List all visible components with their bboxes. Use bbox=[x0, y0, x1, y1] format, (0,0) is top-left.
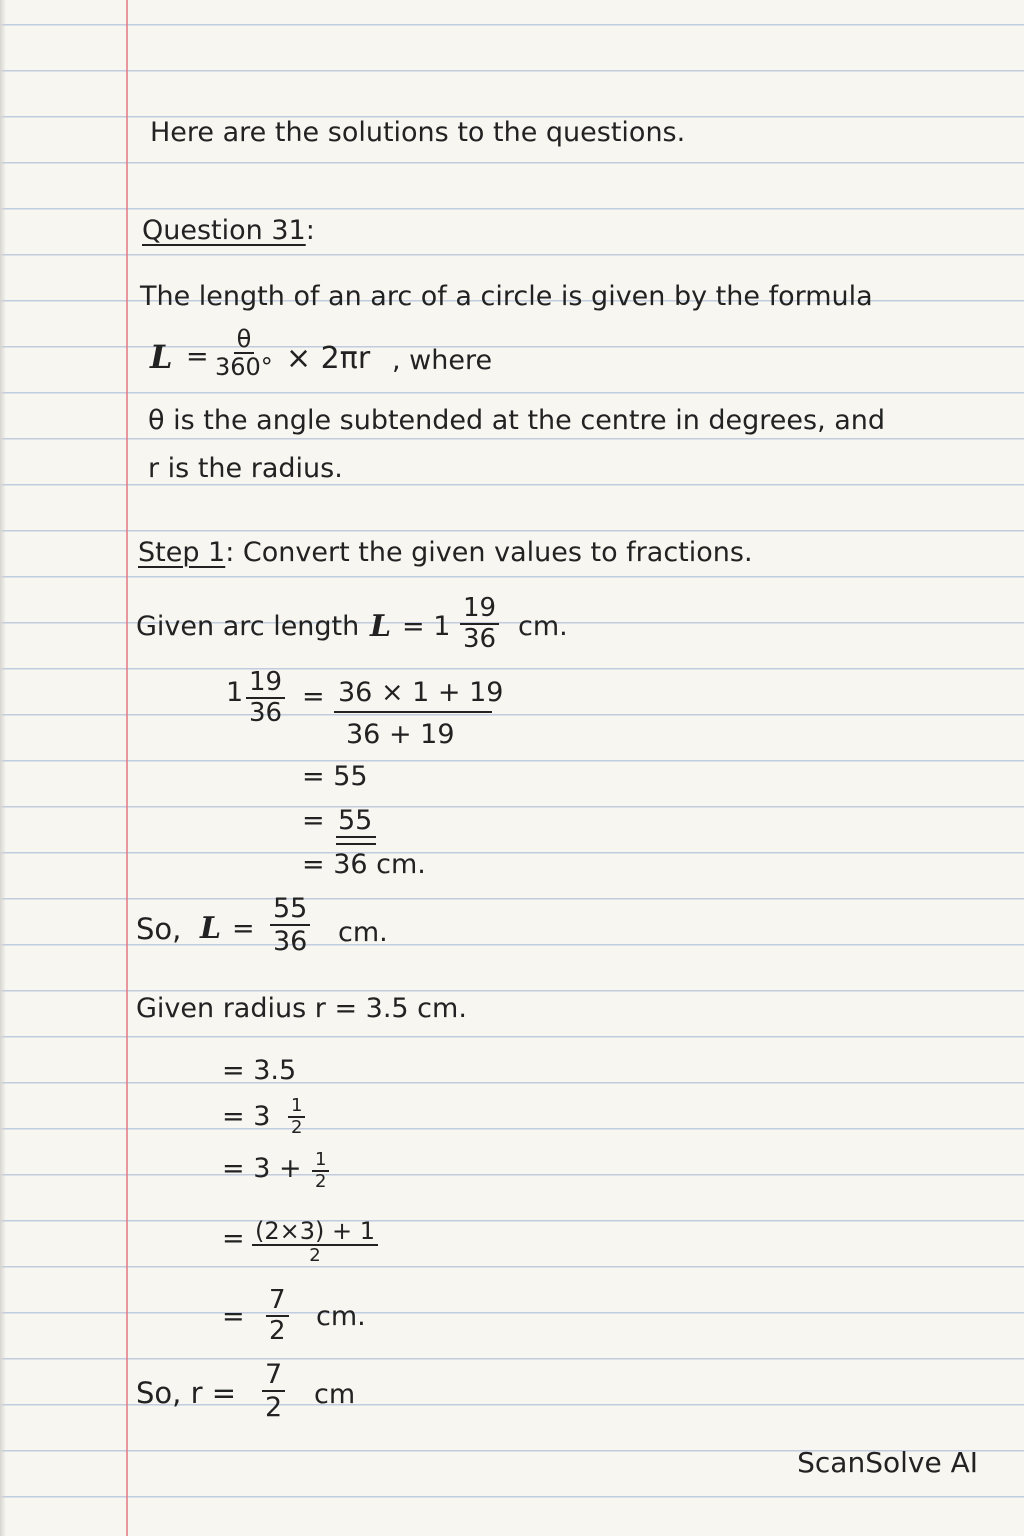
question-heading-colon: : bbox=[305, 215, 315, 246]
question-heading-label: Question 31 bbox=[142, 215, 306, 246]
step1-label: Step 1 bbox=[138, 537, 226, 568]
formula-fraction bbox=[212, 326, 276, 382]
so-r-den: 2 bbox=[265, 1391, 283, 1423]
mixed-eq: = bbox=[302, 681, 325, 712]
mixed-line3-double-underline bbox=[336, 836, 376, 845]
radius-line2-num: 1 bbox=[288, 1096, 305, 1118]
margin-line bbox=[126, 0, 128, 1536]
step1-text: : Convert the given values to fractions. bbox=[225, 537, 753, 568]
radius-line3-fraction bbox=[312, 1150, 329, 1192]
radius-line3-num: 1 bbox=[312, 1150, 329, 1172]
mixed-line4: = 36 cm. bbox=[302, 849, 426, 880]
given-arc-eq: = 1 bbox=[402, 611, 451, 642]
given-arc-fraction bbox=[460, 594, 499, 654]
radius-line5-unit: cm. bbox=[316, 1301, 366, 1332]
mixed-line2: = 55 bbox=[302, 761, 368, 792]
mixed-rhs-num: 36 × 1 + 19 bbox=[338, 677, 504, 708]
so-r-num: 7 bbox=[262, 1360, 285, 1392]
watermark: ScanSolve AI bbox=[797, 1446, 978, 1479]
given-arc-var: L bbox=[370, 609, 392, 644]
formula-rest: × 2πr bbox=[286, 341, 371, 376]
formula-lhs: L bbox=[150, 338, 173, 376]
radius-line5-den: 2 bbox=[269, 1315, 286, 1346]
mixed-whole: 1 bbox=[226, 677, 244, 708]
step1-heading bbox=[138, 536, 753, 570]
radius-line5-eq: = bbox=[222, 1301, 245, 1332]
so-L-eq: = bbox=[232, 913, 255, 944]
given-arc-num: 19 bbox=[460, 594, 499, 625]
mixed-rhs-den: 36 + 19 bbox=[346, 719, 455, 750]
paper-edge bbox=[0, 0, 6, 1536]
radius-line4-den: 2 bbox=[309, 1245, 321, 1267]
so-L-prefix: So, bbox=[136, 912, 182, 946]
so-L-den: 36 bbox=[273, 925, 308, 957]
radius-line2-fraction bbox=[288, 1096, 305, 1138]
mixed-num: 19 bbox=[246, 668, 285, 699]
radius-line4-fraction bbox=[252, 1218, 378, 1267]
so-L-unit: cm. bbox=[338, 917, 388, 948]
formula-denominator: 360° bbox=[215, 353, 273, 382]
formula-eq: = bbox=[186, 341, 209, 372]
mixed-fraction-bar bbox=[334, 711, 492, 713]
formula-numerator: θ bbox=[234, 326, 255, 354]
radius-line2-eq: = 3 bbox=[222, 1101, 271, 1132]
so-r-fraction bbox=[262, 1360, 285, 1423]
radius-line3-eq: = 3 + bbox=[222, 1153, 302, 1184]
r-definition: r is the radius. bbox=[148, 453, 343, 484]
mixed-line3-val: 55 bbox=[338, 805, 373, 836]
so-r-prefix: So, r = bbox=[136, 1376, 237, 1410]
radius-line1: = 3.5 bbox=[222, 1055, 297, 1086]
radius-line2-den: 2 bbox=[291, 1116, 303, 1138]
formula-intro: The length of an arc of a circle is given by the formula bbox=[140, 281, 873, 312]
so-L-var: L bbox=[200, 911, 222, 946]
so-r-unit: cm bbox=[314, 1379, 356, 1410]
given-arc-unit: cm. bbox=[518, 611, 568, 642]
radius-line5-fraction bbox=[266, 1286, 289, 1346]
radius-line5-num: 7 bbox=[266, 1286, 289, 1317]
so-L-num: 55 bbox=[270, 894, 310, 926]
given-arc-den: 36 bbox=[463, 623, 497, 654]
formula-where: , where bbox=[392, 345, 493, 376]
theta-definition: θ is the angle subtended at the centre in degrees, and bbox=[148, 405, 886, 436]
mixed-line3-eq: = bbox=[302, 805, 325, 836]
radius-line4-num: (2×3) + 1 bbox=[252, 1218, 378, 1246]
mixed-fraction bbox=[246, 668, 285, 728]
given-arc-prefix: Given arc length bbox=[136, 611, 360, 642]
mixed-den: 36 bbox=[249, 697, 283, 728]
so-L-fraction bbox=[270, 894, 310, 957]
question-heading bbox=[142, 214, 315, 248]
radius-line4-eq: = bbox=[222, 1223, 245, 1254]
radius-line3-den: 2 bbox=[315, 1170, 327, 1192]
intro-text: Here are the solutions to the questions. bbox=[150, 117, 686, 148]
given-radius: Given radius r = 3.5 cm. bbox=[136, 993, 467, 1024]
